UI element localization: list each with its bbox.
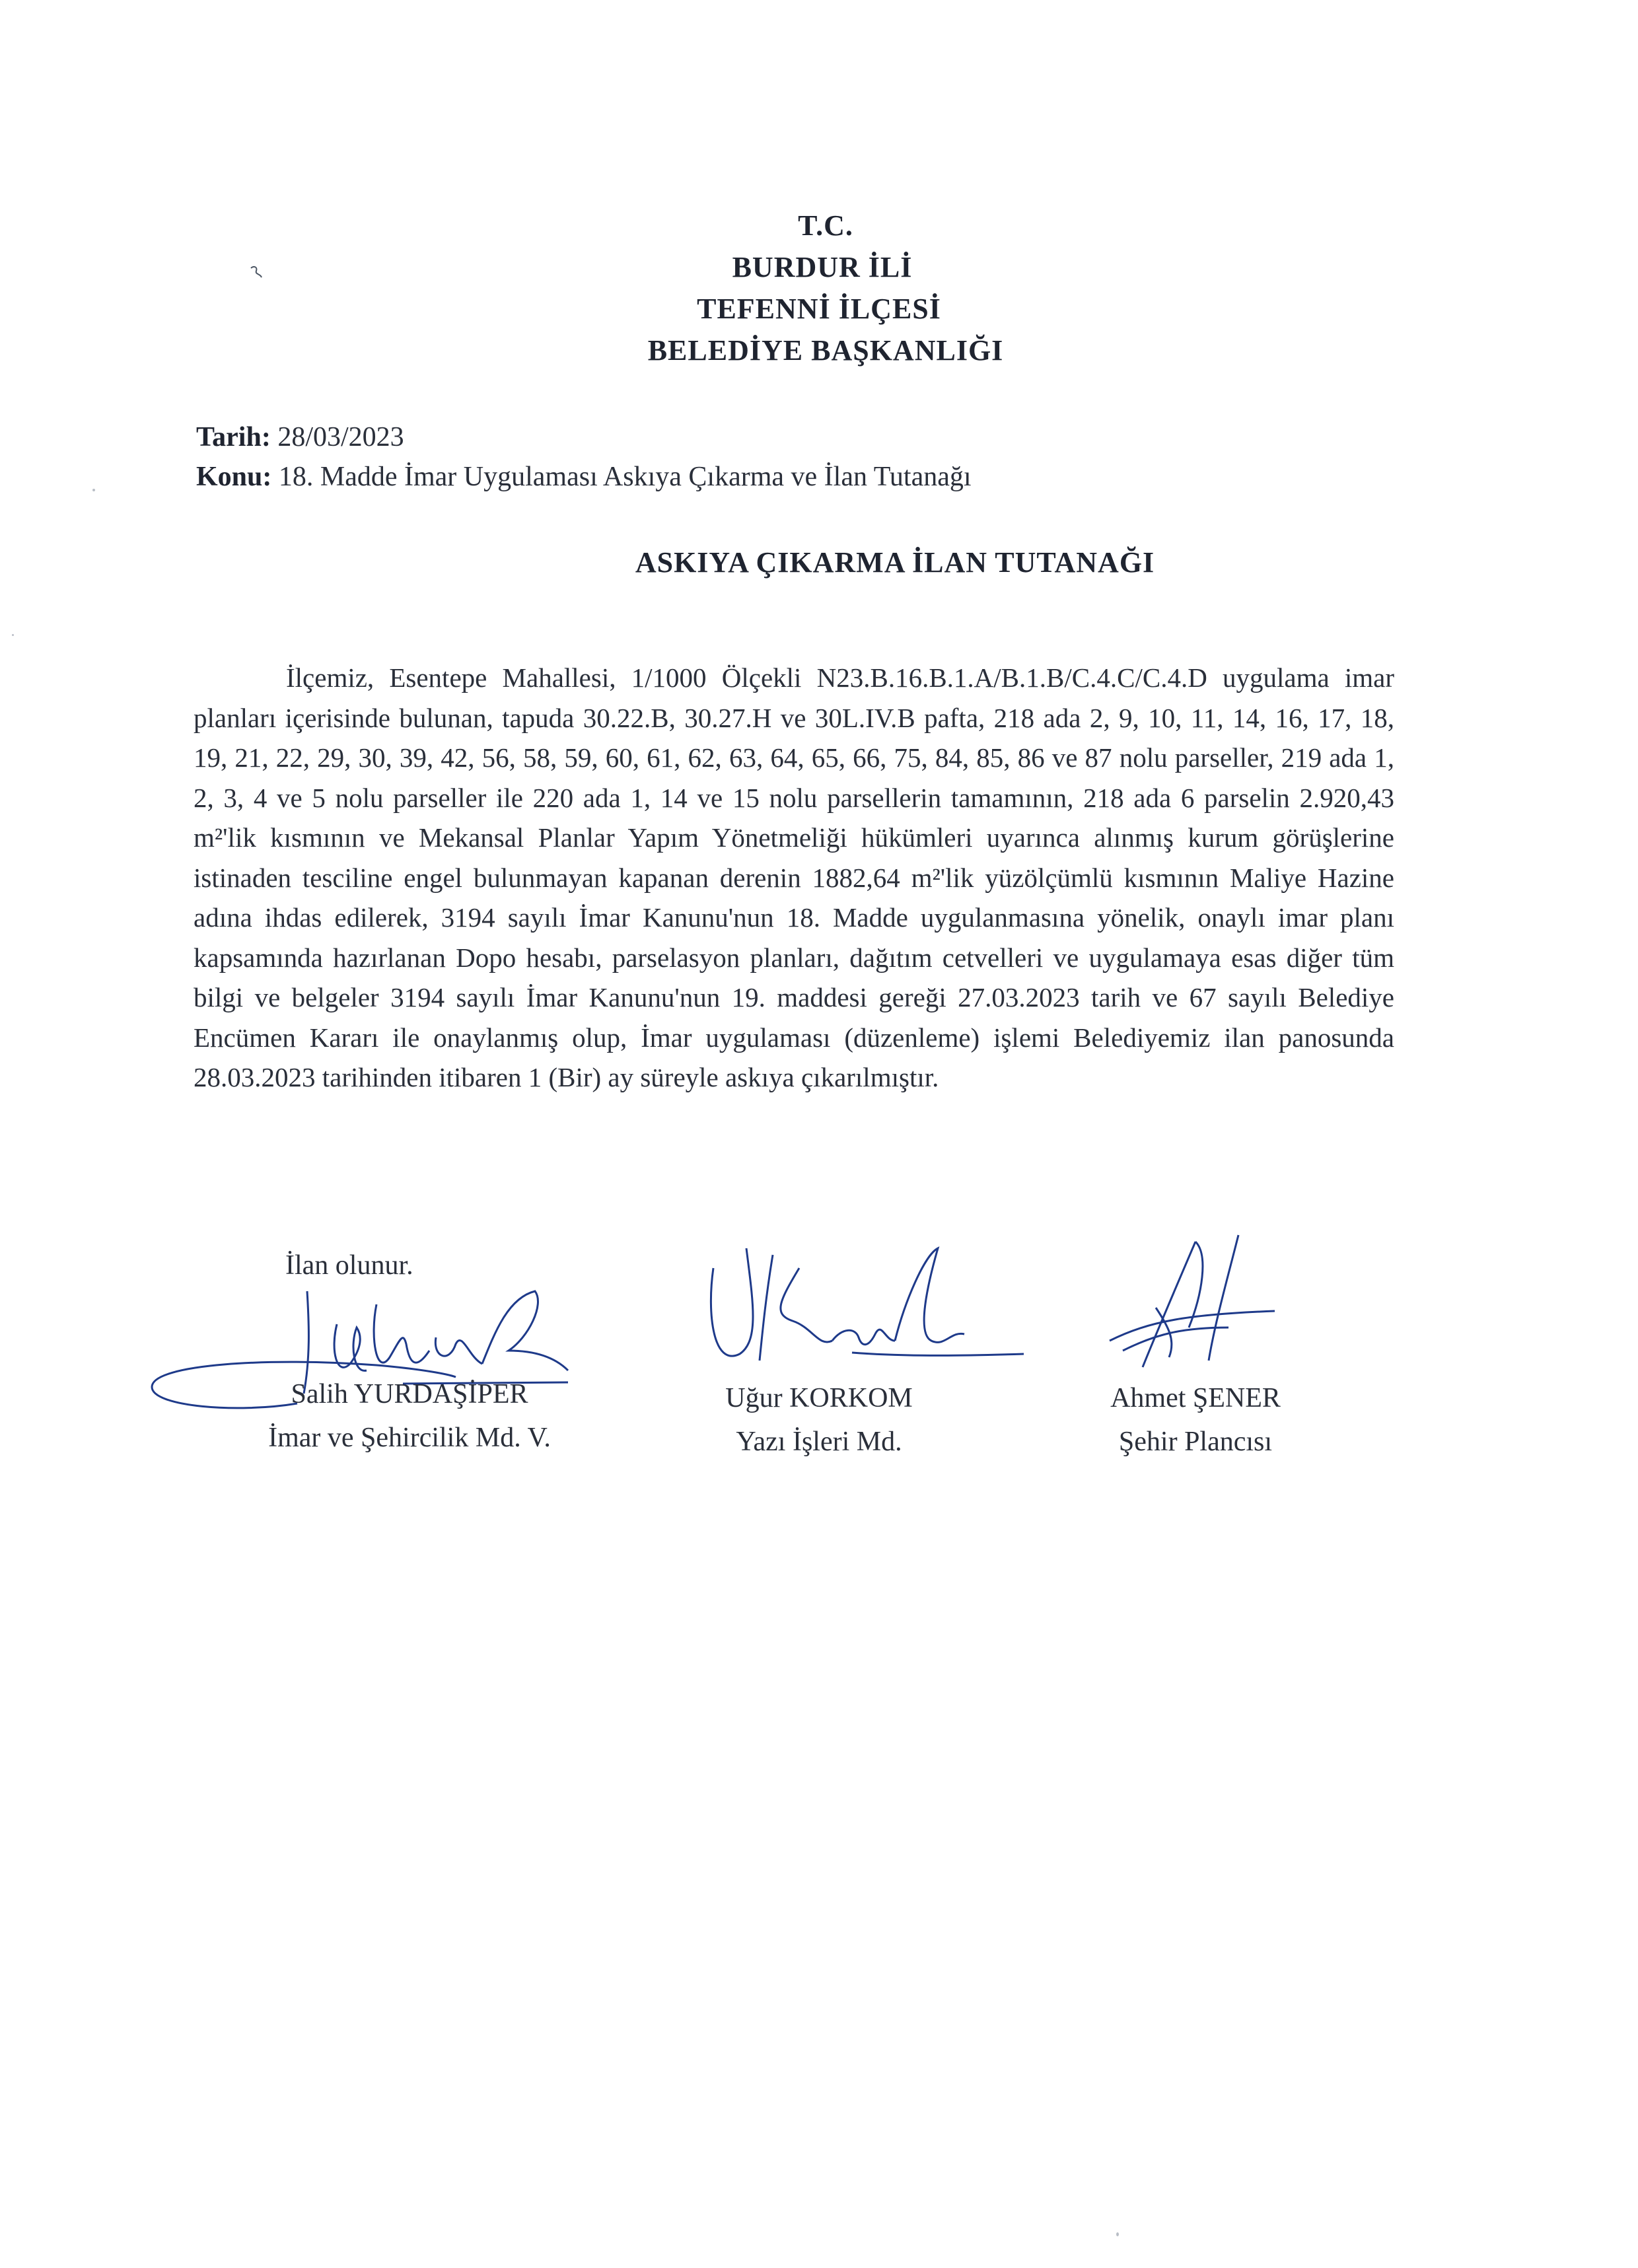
signatory-name: Salih YURDAŞİPER xyxy=(291,1379,528,1409)
signatory-name: Ahmet ŞENER xyxy=(1110,1383,1281,1413)
date-value: 28/03/2023 xyxy=(277,422,404,452)
signatory-role: İmar ve Şehircilik Md. V. xyxy=(268,1423,551,1453)
document-title-row xyxy=(0,546,1638,579)
letterhead-district: TEFENNİ İLÇESİ xyxy=(697,293,941,325)
signatory-role: Yazı İşleri Md. xyxy=(736,1427,902,1457)
document-meta xyxy=(196,417,972,497)
signatory-role: Şehir Plancısı xyxy=(1118,1427,1273,1457)
letterhead-province: BURDUR İLİ xyxy=(732,251,913,283)
scan-speck xyxy=(12,634,14,636)
scan-speck xyxy=(1116,2232,1119,2236)
signature-ahmet-sener xyxy=(1096,1228,1308,1374)
body-paragraph-block xyxy=(194,658,1394,1098)
date-label: Tarih: xyxy=(196,422,271,452)
subject-label: Konu: xyxy=(196,462,272,492)
body-paragraph: İlçemiz, Esentepe Mahallesi, 1/1000 Ölçekli N23.B.16.B.1.A/B.1.B/C.4.C/C.4.D uygulama imar planları içerisinde bulunan, tapuda 30.22.B, 30.27.H ve 30L.IV.B pafta, 218 ada 2, 9, 10, 11, 14, 16, 17, 18, 19, 21, 22, 29, 30, 39, 42, 56, 58, 59, 60, 61, 62, 63, 64, 65, 66, 75, 84, 85, 86 ve 87 nolu parseller, 219 ada 1, 2, 3, 4 ve 5 nolu parseller ile 220 ada 1, 14 ve 15 nolu parsellerin tamamının, 218 ada 6 parselin 2.920,43 m²'lik kısmının ve Mekansal Planlar Yapım Yönetmeliği hükümleri uyarınca alınmış kurum görüşlerine istinaden tesciline engel bulunmayan kapanan derenin 1882,64 m²'lik yüzölçümlü kısmının Maliye Hazine adına ihdas edilerek, 3194 sayılı İmar Kanunu'nun 18. Madde uygulanmasına yönelik, onaylı imar planı kapsamında hazırlanan Dopo hesabı, parselasyon planları, dağıtım cetvelleri ve uygulamaya esas diğer tüm bilgi ve belgeler 3194 sayılı İmar Kanunu'nun 19. maddesi gereği 27.03.2023 tarih ve 67 sayılı Belediye Encümen Kararı ile onaylanmış olup, İmar uygulaması (düzenleme) işlemi Belediyemiz ilan panosunda 28.03.2023 tarihinden itibaren 1 (Bir) ay süreyle askıya çıkarılmıştır. xyxy=(194,662,1394,1092)
letterhead-office: BELEDİYE BAŞKANLIĞI xyxy=(647,334,1004,367)
signatory-2 xyxy=(674,1376,964,1464)
subject-value: 18. Madde İmar Uygulaması Askıya Çıkarma ve İlan Tutanağı xyxy=(278,462,972,492)
letterhead-country: T.C. xyxy=(798,209,853,242)
date-line xyxy=(196,417,972,457)
closing-line: İlan olunur. xyxy=(285,1250,413,1281)
signature-ugur-korkom xyxy=(700,1242,1030,1374)
letterhead xyxy=(0,205,1638,371)
scan-speck xyxy=(92,489,95,491)
signatory-3 xyxy=(1057,1376,1334,1464)
signatory-name: Uğur KORKOM xyxy=(725,1383,913,1413)
signatory-1 xyxy=(238,1372,581,1460)
document-title: ASKIYA ÇIKARMA İLAN TUTANAĞI xyxy=(635,546,1155,579)
subject-line xyxy=(196,457,972,497)
